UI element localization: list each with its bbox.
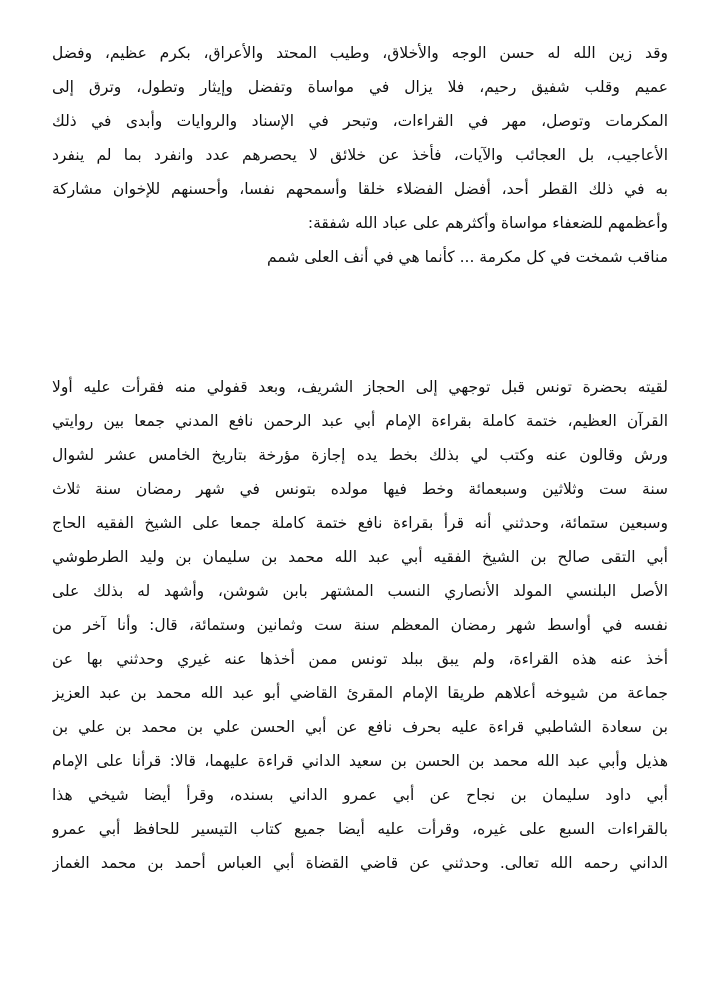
text-line: ورش وقالون عنه وكتب لي بذلك بخط يده إجازة مؤرخة بتاريخ الخامس عشر لشوال — [52, 446, 668, 464]
verse — [52, 240, 668, 274]
text-line: نفسه في أواسط شهر رمضان المعظم سنة ست وثمانين وستمائة، قال: وأنا آخر من — [52, 616, 668, 634]
verse-line: مناقب شمخت في كل مكرمة ... كأنما هي في أنف العلى شمم — [267, 248, 668, 266]
text-line: وسبعين ستمائة، وحدثني أنه قرأ بقراءة نافع ختمة كاملة جمعا على الشيخ الفقيه الحاج — [52, 514, 668, 532]
document-page — [52, 36, 668, 880]
text-line: أبي التقى صالح بن الشيخ الفقيه أبي عبد الله محمد بن سليمان بن وليد الطرطوشي — [52, 548, 668, 566]
text-line: سنة ست وثلاثين وسبعمائة وخط فيها مولده بتونس في شهر رمضان سنة ثلاث — [52, 480, 668, 498]
text-line: الأصل البلنسي المولد الأنصاري النسب المشتهر بابن شوشن، وأشهد له بذلك على — [52, 582, 668, 600]
text-line: لقيته بحضرة تونس قبل توجهي إلى الحجاز الشريف، وبعد قفولي منه فقرأت عليه أولا — [52, 378, 668, 396]
text-line: هذيل وأبي عبد الله محمد بن الحسن بن سعيد الداني قراءة عليهما، قالا: قرأنا على الإمام — [52, 752, 668, 770]
text-line: به في ذلك القطر أحد، أفضل الفضلاء خلقا وأسمحهم نفسا، وأحسنهم للإخوان مشاركة — [52, 180, 668, 198]
text-line: أخذ عنه هذه القراءة، ولم يبق ببلد تونس ممن أخذها عنه غيري وحدثني بها عن — [52, 650, 668, 668]
section-spacer — [52, 274, 668, 370]
text-line: بالقراءات السبع على غيره، وقرأت عليه أيضا جميع كتاب التيسير للحافظ أبي عمرو — [52, 820, 668, 838]
text-line: وقد زين الله له حسن الوجه والأخلاق، وطيب المحتد والأعراق، بكرم عظيم، وفضل — [52, 44, 668, 62]
text-line: المكرمات وتوصل، مهر في القراءات، وتبحر في الإسناد والروايات وأبدى في ذلك — [52, 112, 668, 130]
paragraph-1 — [52, 36, 668, 240]
text-line: عميم وقلب شفيق رحيم، فلا يزال في مواساة وتفضل وإيثار وتطول، وترق إلى — [52, 78, 668, 96]
text-line: القرآن العظيم، ختمة كاملة بقراءة الإمام أبي عبد الرحمن نافع المدني جمعا بين روايتي — [52, 412, 668, 430]
text-line: الداني رحمه الله تعالى. وحدثني عن قاضي القضاة أبي العباس أحمد بن محمد الغماز — [52, 854, 668, 872]
paragraph-2 — [52, 370, 668, 880]
text-line: أبي داود سليمان بن نجاح عن أبي عمرو الداني بسنده، وقرأ أيضا شيخي هذا — [52, 786, 668, 804]
text-line: وأعظمهم للضعفاء مواساة وأكثرهم على عباد الله شفقة: — [307, 214, 668, 232]
text-line: الأعاجيب، بل العجائب والآيات، فأخذ عن خلائق لا يحصرهم عدد وانفرد بما لم ينفرد — [52, 146, 668, 164]
text-line: بن سعادة الشاطبي قراءة عليه بحرف نافع عن أبي الحسن علي بن محمد بن علي بن — [52, 718, 668, 736]
text-line: جماعة من شيوخه أعلاهم طريقا الإمام المقرئ القاضي أبو عبد الله محمد بن عبد العزيز — [52, 684, 668, 702]
